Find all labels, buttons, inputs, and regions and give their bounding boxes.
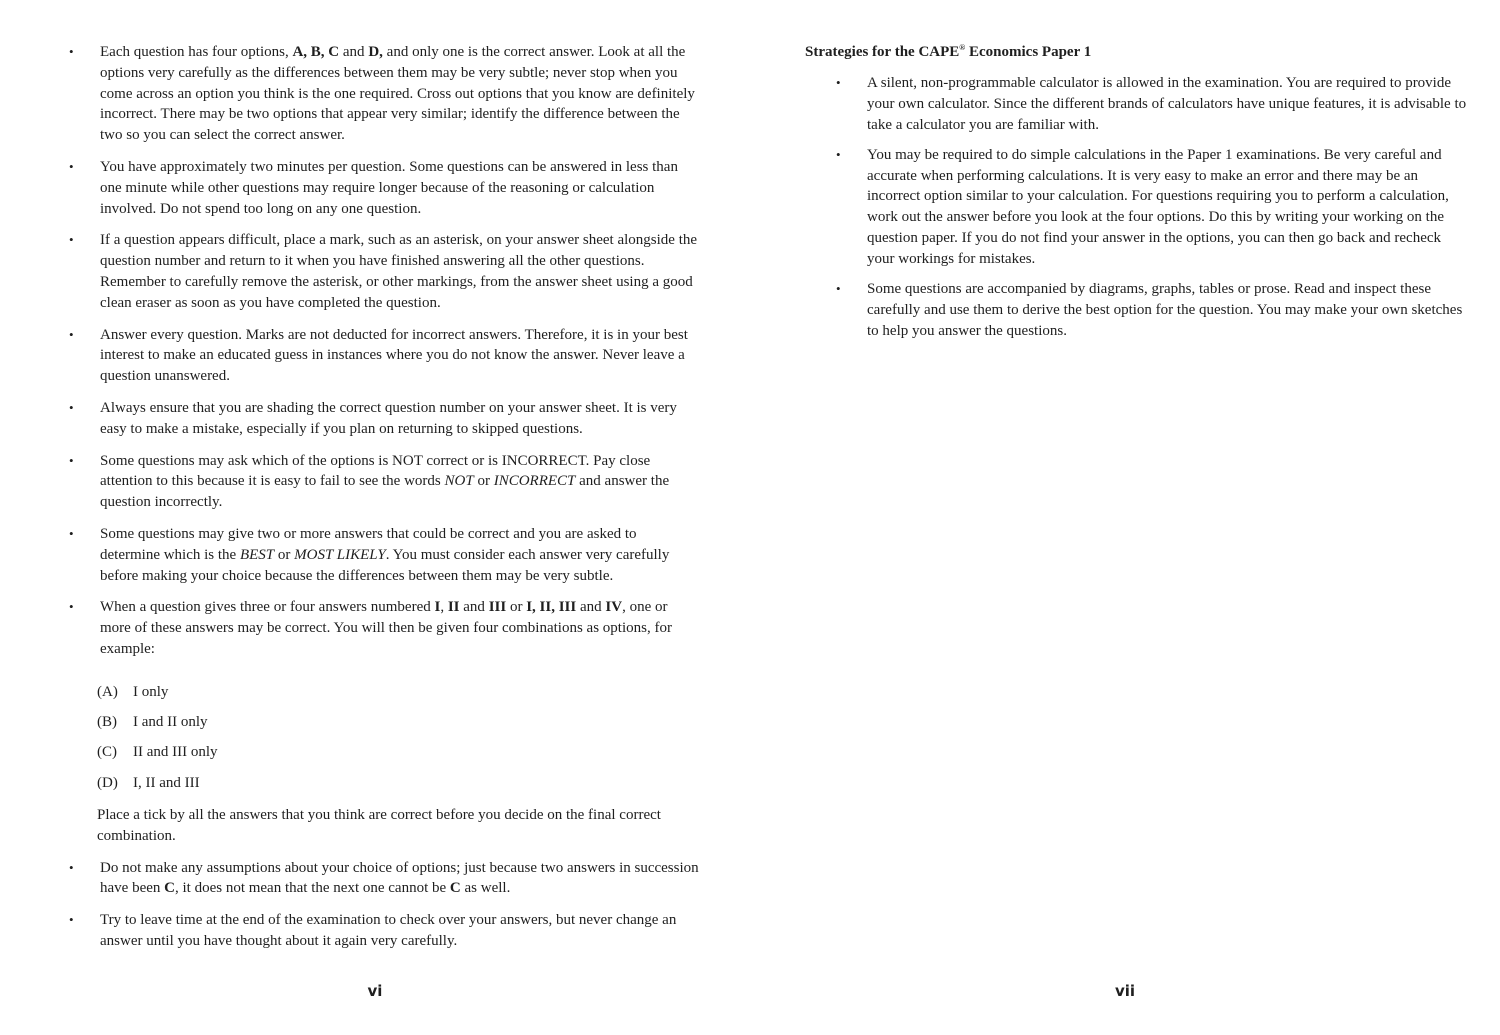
right-page bbox=[750, 0, 1500, 1035]
bullet-text bbox=[100, 230, 700, 313]
heading-text-suffix: Economics Paper 1 bbox=[965, 44, 1092, 60]
bullet-item bbox=[100, 325, 700, 387]
bullet-text bbox=[100, 524, 700, 586]
bold-run: C bbox=[449, 880, 461, 897]
bullet-text bbox=[100, 597, 700, 659]
bullet-item: • Some questions are accompanied by diagrams, graphs, tables or prose. Read and inspect these carefully and use them to derive the best option for the question. You may make your own sketches to help you answer the questions. bbox=[867, 279, 1467, 341]
italic-run: INCORRECT bbox=[493, 473, 576, 490]
option-letter: (A) bbox=[97, 683, 118, 700]
section-heading bbox=[805, 42, 1091, 63]
text-run: or bbox=[274, 546, 295, 563]
text-run: and bbox=[459, 599, 489, 616]
text-run: Each question has four options, bbox=[100, 44, 293, 60]
heading-text: Strategies for the CAPE bbox=[805, 44, 960, 60]
bold-run: I, II, III bbox=[526, 599, 577, 616]
example-option bbox=[97, 712, 700, 742]
bullet-item bbox=[100, 451, 700, 513]
bold-run: D, bbox=[368, 44, 383, 60]
text-run: or bbox=[506, 599, 527, 616]
bullet-item: • A silent, non-programmable calculator is allowed in the examination. You are required to provide your own calculator. Since the different brands of calculators have unique features, it is advisable to take a calculator you are familiar with. bbox=[867, 73, 1467, 135]
text-run: or bbox=[473, 473, 494, 490]
option-letter: (D) bbox=[97, 774, 118, 791]
bullet-text bbox=[100, 451, 700, 513]
bullet-item: • You may be required to do simple calculations in the Paper 1 examinations. Be very careful and accurate when performing calculations. It is very easy to make an error and there may be an incorrect option similar to your calculation. For questions requiring you to perform a calculation, work out the answer before you look at the four options. Do this by writing your working on the question paper. If you do not find your answer in the options, you can then go back and recheck your workings for mistakes. bbox=[867, 145, 1467, 270]
example-option bbox=[97, 773, 700, 803]
page-number: vi bbox=[367, 982, 383, 1000]
left-bullet-list bbox=[97, 42, 700, 963]
option-text: I, II and III bbox=[133, 774, 200, 791]
text-run: , it does not mean that the next one cannot be bbox=[174, 880, 450, 897]
text-run: You have approximately two minutes per question. Some questions can be answered in less than one minute while other questions may require longer because of the reasoning or calculation involved. Do not spend too long on any one question. bbox=[100, 158, 678, 217]
text-run: and bbox=[339, 44, 369, 60]
example-options bbox=[97, 682, 700, 803]
text-run: Answer every question. Marks are not deducted for incorrect answers. Therefore, it is in your best interest to make an educated guess in instances where you do not know the answer. Never leave a question unanswered. bbox=[100, 326, 688, 385]
option-letter: (B) bbox=[97, 714, 117, 731]
text-run: Always ensure that you are shading the correct question number on your answer sheet. It is very easy to make a mistake, especially if you plan on returning to skipped questions. bbox=[100, 399, 677, 437]
text-run: and bbox=[576, 599, 606, 616]
bullet-text bbox=[100, 42, 700, 146]
text-run: . You must consider each answer very carefully before making your choice because the differences between them may be very subtle. bbox=[100, 546, 670, 584]
registered-mark: ® bbox=[959, 43, 966, 52]
bullet-item bbox=[100, 398, 700, 440]
text-run: , one or more of these answers may be correct. You will then be given four combinations as options, for example: bbox=[100, 599, 672, 657]
option-text: I and II only bbox=[133, 714, 208, 731]
text-run: If a question appears difficult, place a mark, such as an asterisk, on your answer sheet alongside the question number and return to it when you have finished answering all the other questions. Remember to carefully remove the asterisk, or other markings, from the answer sheet using a good clean eraser as soon as you have completed the question. bbox=[100, 232, 698, 311]
text-run: Some questions may give two or more answers that could be correct and you are asked to determine which is the bbox=[100, 525, 637, 563]
bold-run: II bbox=[447, 599, 460, 616]
bullet-item bbox=[97, 597, 700, 846]
bullet-item bbox=[100, 910, 700, 952]
bold-run: I bbox=[434, 599, 441, 616]
text-run: as well. bbox=[460, 880, 511, 897]
example-option bbox=[97, 682, 700, 712]
text-run: , bbox=[440, 599, 448, 616]
text-run: Some questions may ask which of the options is NOT correct or is INCORRECT. Pay close attention to this because it is easy to fail to see the words bbox=[100, 452, 651, 490]
bullet-text bbox=[100, 325, 700, 387]
text-run: When a question gives three or four answers numbered bbox=[100, 599, 435, 616]
bullet-text bbox=[100, 157, 700, 219]
example-option bbox=[97, 742, 700, 772]
bullet-item bbox=[100, 858, 700, 900]
right-bullet-list bbox=[867, 73, 1467, 351]
bold-run: C bbox=[164, 880, 175, 897]
bullet-item bbox=[100, 230, 700, 313]
text-run: Try to leave time at the end of the examination to check over your answers, but never change an answer until you have thought about it again very carefully. bbox=[100, 912, 677, 949]
option-text: I only bbox=[133, 683, 169, 700]
bullet-text bbox=[100, 858, 700, 900]
bold-run: IV bbox=[605, 599, 623, 616]
text-run: and only one is the correct answer. Look at all the options very carefully as the differences between them may be very subtle; never stop when you come across an option you think is the one required. Cross out options that you know are definitely incorrect. There may be two options that appear very similar; identify the difference between the two so you can select the correct answer. bbox=[100, 44, 695, 144]
option-text: II and III only bbox=[133, 744, 218, 761]
italic-run: NOT bbox=[444, 473, 474, 490]
text-run: Do not make any assumptions about your choice of options; just because two answers in succession have been bbox=[100, 859, 699, 897]
bullet-text bbox=[100, 398, 700, 440]
page-number: vii bbox=[1114, 982, 1136, 1000]
text-run: and answer the question incorrectly. bbox=[100, 473, 670, 511]
italic-run: MOST LIKELY bbox=[294, 546, 386, 563]
tick-note: Place a tick by all the answers that you think are correct before you decide on the final correct combination. bbox=[97, 806, 661, 844]
bullet-item bbox=[100, 42, 700, 146]
italic-run: BEST bbox=[239, 546, 275, 563]
bold-run: A, B, C bbox=[292, 44, 340, 60]
option-letter: (C) bbox=[97, 744, 117, 761]
bullet-text bbox=[100, 910, 700, 952]
bullet-item bbox=[100, 157, 700, 219]
bold-run: III bbox=[488, 599, 507, 616]
bullet-item bbox=[100, 524, 700, 586]
